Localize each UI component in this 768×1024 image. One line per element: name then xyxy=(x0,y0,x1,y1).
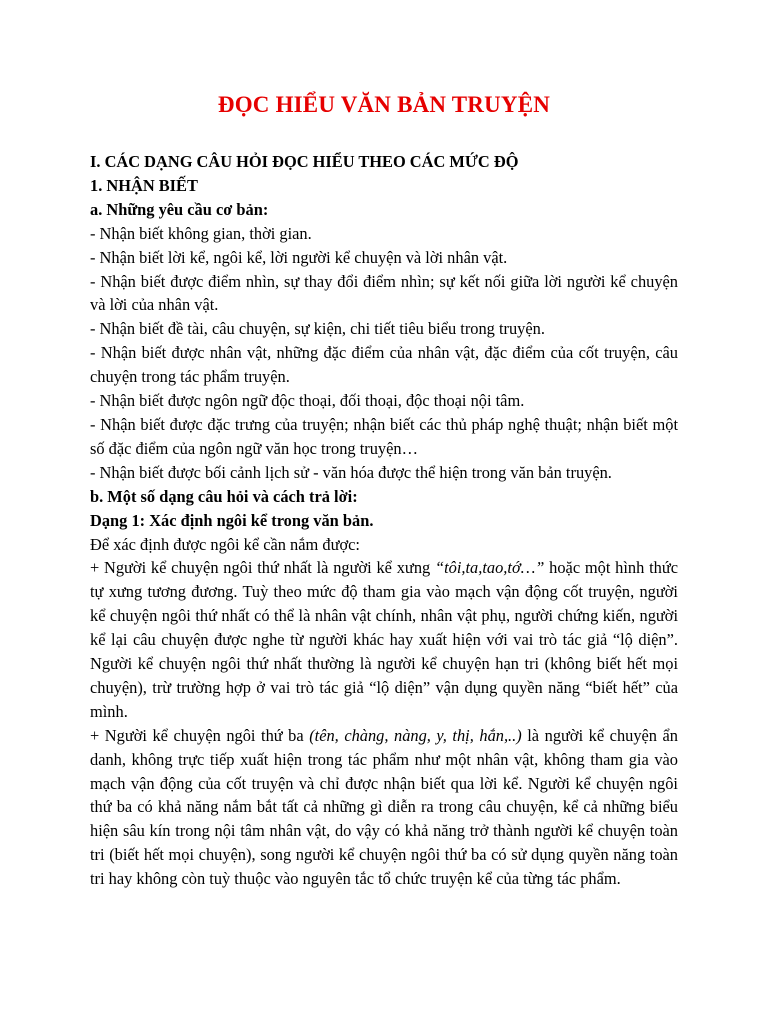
list-item: - Nhận biết không gian, thời gian. xyxy=(90,223,312,243)
document-body xyxy=(90,150,678,891)
type-heading: Dạng 1: Xác định ngôi kể trong văn bản. xyxy=(90,510,374,530)
list-item: - Nhận biết được bối cảnh lịch sử - văn hóa được thể hiện trong văn bản truyện. xyxy=(90,462,612,482)
list-item: - Nhận biết được điểm nhìn, sự thay đổi điểm nhìn; sự kết nối giữa lời người kể chuyện và lời của nhân vật. xyxy=(90,271,678,315)
paragraph-first-person xyxy=(90,556,678,723)
section-heading: I. CÁC DẠNG CÂU HỎI ĐỌC HIỂU THEO CÁC MỨC ĐỘ xyxy=(90,152,519,171)
paragraph-text: + Người kể chuyện ngôi thứ ba xyxy=(90,725,310,745)
paragraph-third-person xyxy=(90,724,678,891)
list-item: - Nhận biết được đặc trưng của truyện; nhận biết các thủ pháp nghệ thuật; nhận biết một số đặc điểm của ngôn ngữ văn học trong truyện… xyxy=(90,414,678,458)
list-item: - Nhận biết đề tài, câu chuyện, sự kiện, chi tiết tiêu biểu trong truyện. xyxy=(90,319,545,339)
italic-pronouns: (tên, chàng, nàng, y, thị, hắn,..) xyxy=(309,725,522,745)
page-title: ĐỌC HIỂU VĂN BẢN TRUYỆN xyxy=(217,92,551,117)
subsection-heading: 1. NHẬN BIẾT xyxy=(90,175,198,195)
paragraph-text: + Người kể chuyện ngôi thứ nhất là người kể xưng xyxy=(90,558,435,578)
paragraph-text: là người kể chuyện ẩn danh, không trực tiếp xuất hiện trong tác phẩm như một nhân vật, không tham gia vào mạch vận động của cốt truyện và chỉ được nhận biết qua lời kể. Người kể chuyện ngôi thứ ba có khả năng nắm bắt tất cả những gì diễn ra trong câu chuyện, kể cả những biểu hiện sâu kín trong nội tâm nhân vật, do vậy có khả năng trở thành người kể chuyện toàn tri (biết hết mọi chuyện), song người kể chuyện ngôi thứ ba có sử dụng quyền năng toàn tri hay không còn tuỳ thuộc vào nguyên tắc tổ chức truyện kể của từng tác phẩm. xyxy=(90,725,679,889)
list-item: - Nhận biết được ngôn ngữ độc thoại, đối thoại, độc thoại nội tâm. xyxy=(90,391,525,411)
subheading-a: a. Những yêu cầu cơ bản: xyxy=(90,199,269,219)
intro-text: Để xác định được ngôi kể cần nắm được: xyxy=(90,534,360,554)
list-item: - Nhận biết lời kể, ngôi kể, lời người kể chuyện và lời nhân vật. xyxy=(90,247,508,267)
paragraph-text: hoặc một hình thức tự xưng tương đương. Tuỳ theo mức độ tham gia vào mạch vận động cốt truyện, người kể chuyện ngôi thứ nhất có thể là nhân vật chính, nhân vật phụ, người chứng kiến, người kể lại câu chuyện được nghe từ người khác hay xuất hiện với vai trò tác giả “lộ diện”. Người kể chuyện ngôi thứ nhất thường là người kể chuyện hạn tri (không biết hết mọi chuyện), trừ trường hợp ở vai trò tác giả “lộ diện” vận dụng quyền năng “biết hết” của mình. xyxy=(90,558,678,721)
list-item: - Nhận biết được nhân vật, những đặc điểm của nhân vật, đặc điểm của cốt truyện, câu chuyện trong tác phẩm truyện. xyxy=(90,343,678,387)
subheading-b: b. Một số dạng câu hỏi và cách trả lời: xyxy=(90,486,358,506)
italic-pronouns: “tôi,ta,tao,tớ…” xyxy=(434,558,545,578)
